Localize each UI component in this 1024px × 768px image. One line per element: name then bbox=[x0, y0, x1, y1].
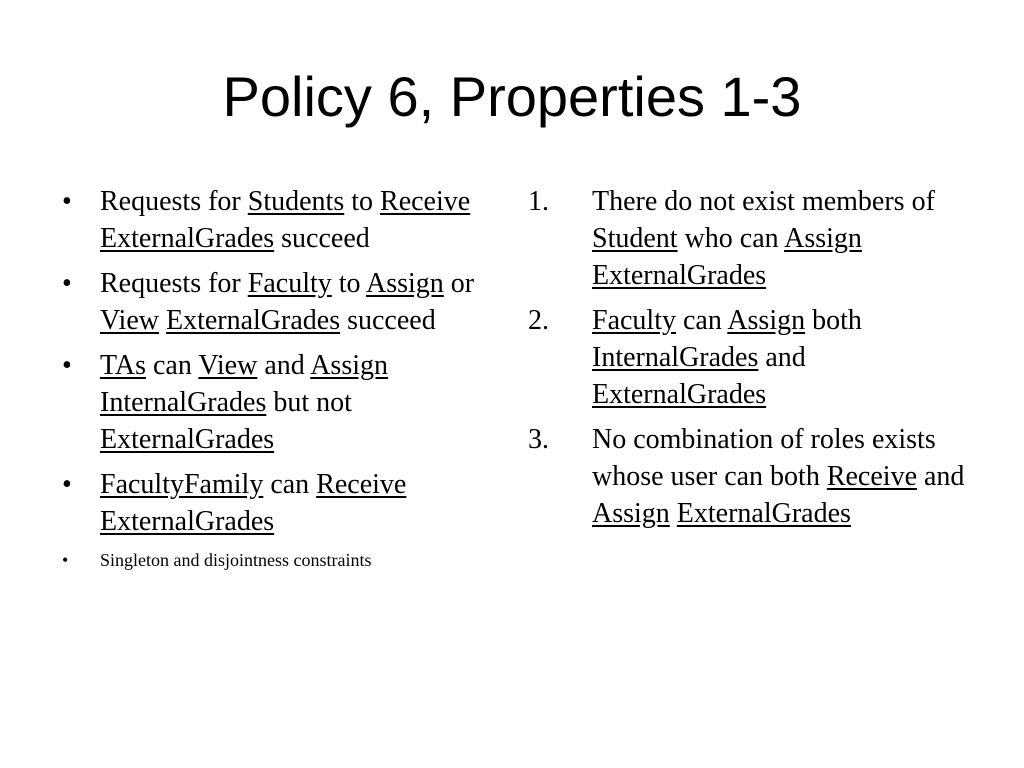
underlined-term: Assign bbox=[784, 223, 862, 254]
slide-title: Policy 6, Properties 1-3 bbox=[222, 65, 802, 128]
underlined-term: Faculty bbox=[592, 305, 676, 336]
text-segment bbox=[159, 305, 166, 336]
list-number: 1. bbox=[528, 186, 549, 217]
item-text bbox=[100, 469, 406, 537]
underlined-term: Assign bbox=[592, 498, 670, 529]
numbered-item bbox=[528, 421, 968, 532]
underlined-term: TAs bbox=[100, 350, 146, 381]
underlined-term: View bbox=[100, 305, 159, 336]
text-segment: to bbox=[344, 186, 381, 217]
text-segment: and bbox=[758, 342, 806, 373]
bullet-item bbox=[60, 183, 492, 257]
item-text bbox=[100, 550, 372, 570]
bullet-marker: • bbox=[62, 268, 72, 299]
text-segment: and bbox=[257, 350, 311, 381]
text-segment: Requests for bbox=[100, 268, 248, 299]
list-number: 2. bbox=[528, 305, 549, 336]
item-text bbox=[100, 186, 470, 254]
bullet-marker: • bbox=[62, 469, 72, 500]
list-number: 3. bbox=[528, 424, 549, 455]
bullet-item bbox=[60, 466, 492, 540]
text-segment bbox=[670, 498, 677, 529]
bullet-item bbox=[60, 347, 492, 458]
underlined-term: ExternalGrades bbox=[100, 424, 275, 455]
item-text bbox=[100, 350, 388, 455]
underlined-term: ExternalGrades bbox=[592, 379, 767, 410]
text-segment: or bbox=[443, 268, 475, 299]
numbered-item bbox=[528, 183, 968, 294]
item-text bbox=[100, 268, 474, 336]
text-segment: who can bbox=[677, 223, 785, 254]
underlined-term: Assign bbox=[310, 350, 388, 381]
underlined-term: Receive bbox=[826, 461, 917, 492]
text-segment: succeed bbox=[340, 305, 436, 336]
numbered-list-right bbox=[528, 183, 968, 540]
text-segment: Requests for bbox=[100, 186, 248, 217]
text-segment: can bbox=[263, 469, 317, 500]
bullet-item bbox=[60, 548, 492, 572]
item-text bbox=[592, 424, 964, 529]
underlined-term: Assign bbox=[366, 268, 444, 299]
text-segment: Singleton and disjointness constraints bbox=[100, 550, 372, 570]
underlined-term: Receive bbox=[380, 186, 471, 217]
bullet-item bbox=[60, 265, 492, 339]
underlined-term: ExternalGrades bbox=[592, 260, 767, 291]
text-segment: can bbox=[145, 350, 199, 381]
underlined-term: Student bbox=[592, 223, 678, 254]
underlined-term: ExternalGrades bbox=[165, 305, 341, 336]
bullet-marker: • bbox=[62, 186, 72, 217]
text-segment: succeed bbox=[274, 223, 370, 254]
text-segment: and bbox=[917, 461, 965, 492]
underlined-term: ExternalGrades bbox=[676, 498, 851, 529]
item-text bbox=[592, 305, 862, 410]
text-segment: but not bbox=[266, 387, 352, 418]
text-segment: There do not exist members of bbox=[592, 186, 935, 217]
text-segment: to bbox=[331, 268, 366, 299]
underlined-term: ExternalGrades bbox=[100, 223, 275, 254]
underlined-term: InternalGrades bbox=[100, 387, 267, 418]
text-segment: can bbox=[676, 305, 728, 336]
underlined-term: Students bbox=[247, 186, 345, 217]
underlined-term: Receive bbox=[316, 469, 407, 500]
underlined-term: ExternalGrades bbox=[100, 506, 275, 537]
text-segment: both bbox=[805, 305, 862, 336]
underlined-term: Assign bbox=[727, 305, 806, 336]
bullet-list-left bbox=[60, 183, 492, 580]
bullet-marker: • bbox=[62, 350, 72, 381]
underlined-term: FacultyFamily bbox=[100, 469, 264, 500]
underlined-term: View bbox=[198, 350, 258, 381]
item-text bbox=[592, 186, 935, 291]
numbered-item bbox=[528, 302, 968, 413]
text-segment: No combination of roles exists whose user can both bbox=[592, 424, 936, 492]
underlined-term: InternalGrades bbox=[592, 342, 759, 373]
underlined-term: Faculty bbox=[247, 268, 332, 299]
bullet-marker: • bbox=[62, 550, 69, 570]
